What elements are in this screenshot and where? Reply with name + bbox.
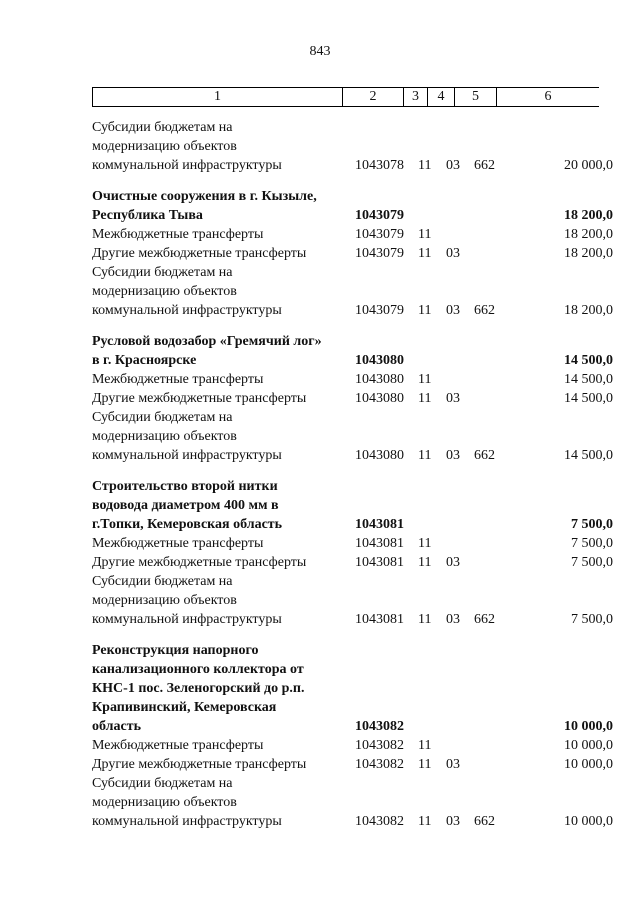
item-name: Очистные сооружения в г. Кызыле,: [92, 189, 317, 204]
table-row: [0, 225, 640, 244]
header-col-1: 1: [93, 88, 343, 106]
target-code: 1043082: [355, 814, 404, 829]
item-name: водовода диаметром 400 мм в: [92, 498, 279, 513]
amount: 7 500,0: [571, 517, 613, 532]
table-row: [0, 244, 640, 263]
table-row: [0, 446, 640, 465]
section-code: 11: [418, 555, 432, 570]
group-spacer: [0, 465, 640, 477]
target-code: 1043080: [355, 353, 404, 368]
table-row: [0, 496, 640, 515]
amount: 14 500,0: [564, 391, 613, 406]
item-name: модернизацию объектов: [92, 795, 237, 810]
item-name: в г. Красноярске: [92, 353, 197, 368]
target-code: 1043079: [355, 208, 404, 223]
target-code: 1043079: [355, 303, 404, 318]
table-row: [0, 755, 640, 774]
table-row: [0, 351, 640, 370]
table-row: [0, 660, 640, 679]
table-row: [0, 717, 640, 736]
amount: 18 200,0: [564, 227, 613, 242]
target-code: 1043082: [355, 719, 404, 734]
item-name: коммунальной инфраструктуры: [92, 158, 282, 173]
item-name: Субсидии бюджетам на: [92, 410, 233, 425]
amount: 14 500,0: [564, 372, 613, 387]
amount: 14 500,0: [564, 353, 613, 368]
section-code: 11: [418, 246, 432, 261]
amount: 14 500,0: [564, 448, 613, 463]
target-code: 1043079: [355, 227, 404, 242]
budget-table-body: [0, 118, 640, 831]
item-name: Другие межбюджетные трансферты: [92, 555, 307, 570]
amount: 10 000,0: [564, 719, 613, 734]
subsection-code: 03: [446, 612, 460, 627]
page-number: 843: [309, 44, 331, 59]
table-row: [0, 679, 640, 698]
target-code: 1043080: [355, 372, 404, 387]
subsection-code: 03: [446, 303, 460, 318]
table-row: [0, 427, 640, 446]
expense-type-code: 662: [474, 303, 495, 318]
subsection-code: 03: [446, 158, 460, 173]
table-row: [0, 187, 640, 206]
table-row: [0, 477, 640, 496]
item-name: модернизацию объектов: [92, 284, 237, 299]
table-row: [0, 118, 640, 137]
header-col-6: 6: [544, 89, 552, 104]
table-row: [0, 370, 640, 389]
table-row: [0, 793, 640, 812]
section-code: 11: [418, 158, 432, 173]
item-name: Реконструкция напорного: [92, 643, 259, 658]
subsection-code: 03: [446, 391, 460, 406]
section-code: 11: [418, 303, 432, 318]
group-spacer: [0, 320, 640, 332]
table-row: [0, 641, 640, 660]
amount: 10 000,0: [564, 757, 613, 772]
item-name: коммунальной инфраструктуры: [92, 448, 282, 463]
header-col-3: 3: [404, 88, 428, 106]
item-name: область: [92, 719, 141, 734]
expense-type-code: 662: [474, 612, 495, 627]
item-name: канализационного коллектора от: [92, 662, 304, 677]
target-code: 1043080: [355, 391, 404, 406]
table-header: [92, 87, 599, 107]
table-row: [0, 553, 640, 572]
table-row: [0, 534, 640, 553]
expense-type-code: 662: [474, 814, 495, 829]
item-name: г.Топки, Кемеровская область: [92, 517, 283, 532]
table-row: [0, 812, 640, 831]
target-code: 1043080: [355, 448, 404, 463]
section-code: 11: [418, 227, 432, 242]
amount: 18 200,0: [564, 303, 613, 318]
group-spacer: [0, 175, 640, 187]
table-row: [0, 301, 640, 320]
header-col-5: 5: [455, 88, 497, 106]
table-row: [0, 408, 640, 427]
table-row: [0, 282, 640, 301]
item-name: модернизацию объектов: [92, 139, 237, 154]
amount: 10 000,0: [564, 738, 613, 753]
section-code: 11: [418, 814, 432, 829]
target-code: 1043079: [355, 246, 404, 261]
item-name: КНС-1 пос. Зеленогорский до р.п.: [92, 681, 305, 696]
expense-type-code: 662: [474, 158, 495, 173]
item-name: Субсидии бюджетам на: [92, 120, 233, 135]
section-code: 11: [418, 372, 432, 387]
header-col-2: 2: [343, 88, 404, 106]
item-name: Межбюджетные трансферты: [92, 372, 264, 387]
table-row: [0, 610, 640, 629]
subsection-code: 03: [446, 814, 460, 829]
table-row: [0, 389, 640, 408]
target-code: 1043081: [355, 612, 404, 627]
table-row: [0, 736, 640, 755]
item-name: коммунальной инфраструктуры: [92, 612, 282, 627]
subsection-code: 03: [446, 555, 460, 570]
item-name: Межбюджетные трансферты: [92, 738, 264, 753]
section-code: 11: [418, 612, 432, 627]
target-code: 1043081: [355, 536, 404, 551]
item-name: Русловой водозабор «Гремячий лог»: [92, 334, 322, 349]
item-name: Субсидии бюджетам на: [92, 265, 233, 280]
item-name: Другие межбюджетные трансферты: [92, 391, 307, 406]
subsection-code: 03: [446, 448, 460, 463]
item-name: Республика Тыва: [92, 208, 203, 223]
subsection-code: 03: [446, 246, 460, 261]
table-row: [0, 591, 640, 610]
amount: 7 500,0: [571, 555, 613, 570]
item-name: Межбюджетные трансферты: [92, 227, 264, 242]
item-name: модернизацию объектов: [92, 593, 237, 608]
table-row: [0, 698, 640, 717]
table-row: [0, 515, 640, 534]
table-row: [0, 774, 640, 793]
item-name: Субсидии бюджетам на: [92, 776, 233, 791]
expense-type-code: 662: [474, 448, 495, 463]
section-code: 11: [418, 738, 432, 753]
item-name: модернизацию объектов: [92, 429, 237, 444]
table-row: [0, 156, 640, 175]
item-name: коммунальной инфраструктуры: [92, 814, 282, 829]
section-code: 11: [418, 757, 432, 772]
amount: 7 500,0: [571, 536, 613, 551]
item-name: Другие межбюджетные трансферты: [92, 757, 307, 772]
table-row: [0, 572, 640, 591]
group-spacer: [0, 629, 640, 641]
section-code: 11: [418, 391, 432, 406]
table-row: [0, 206, 640, 225]
section-code: 11: [418, 448, 432, 463]
target-code: 1043082: [355, 757, 404, 772]
table-row: [0, 263, 640, 282]
header-col-4: 4: [428, 88, 455, 106]
item-name: Другие межбюджетные трансферты: [92, 246, 307, 261]
amount: 7 500,0: [571, 612, 613, 627]
table-row: [0, 137, 640, 156]
item-name: Межбюджетные трансферты: [92, 536, 264, 551]
target-code: 1043081: [355, 517, 404, 532]
table-row: [0, 332, 640, 351]
target-code: 1043078: [355, 158, 404, 173]
amount: 10 000,0: [564, 814, 613, 829]
target-code: 1043081: [355, 555, 404, 570]
subsection-code: 03: [446, 757, 460, 772]
target-code: 1043082: [355, 738, 404, 753]
amount: 18 200,0: [564, 246, 613, 261]
item-name: Субсидии бюджетам на: [92, 574, 233, 589]
amount: 20 000,0: [564, 158, 613, 173]
item-name: Крапивинский, Кемеровская: [92, 700, 277, 715]
item-name: коммунальной инфраструктуры: [92, 303, 282, 318]
amount: 18 200,0: [564, 208, 613, 223]
section-code: 11: [418, 536, 432, 551]
item-name: Строительство второй нитки: [92, 479, 278, 494]
